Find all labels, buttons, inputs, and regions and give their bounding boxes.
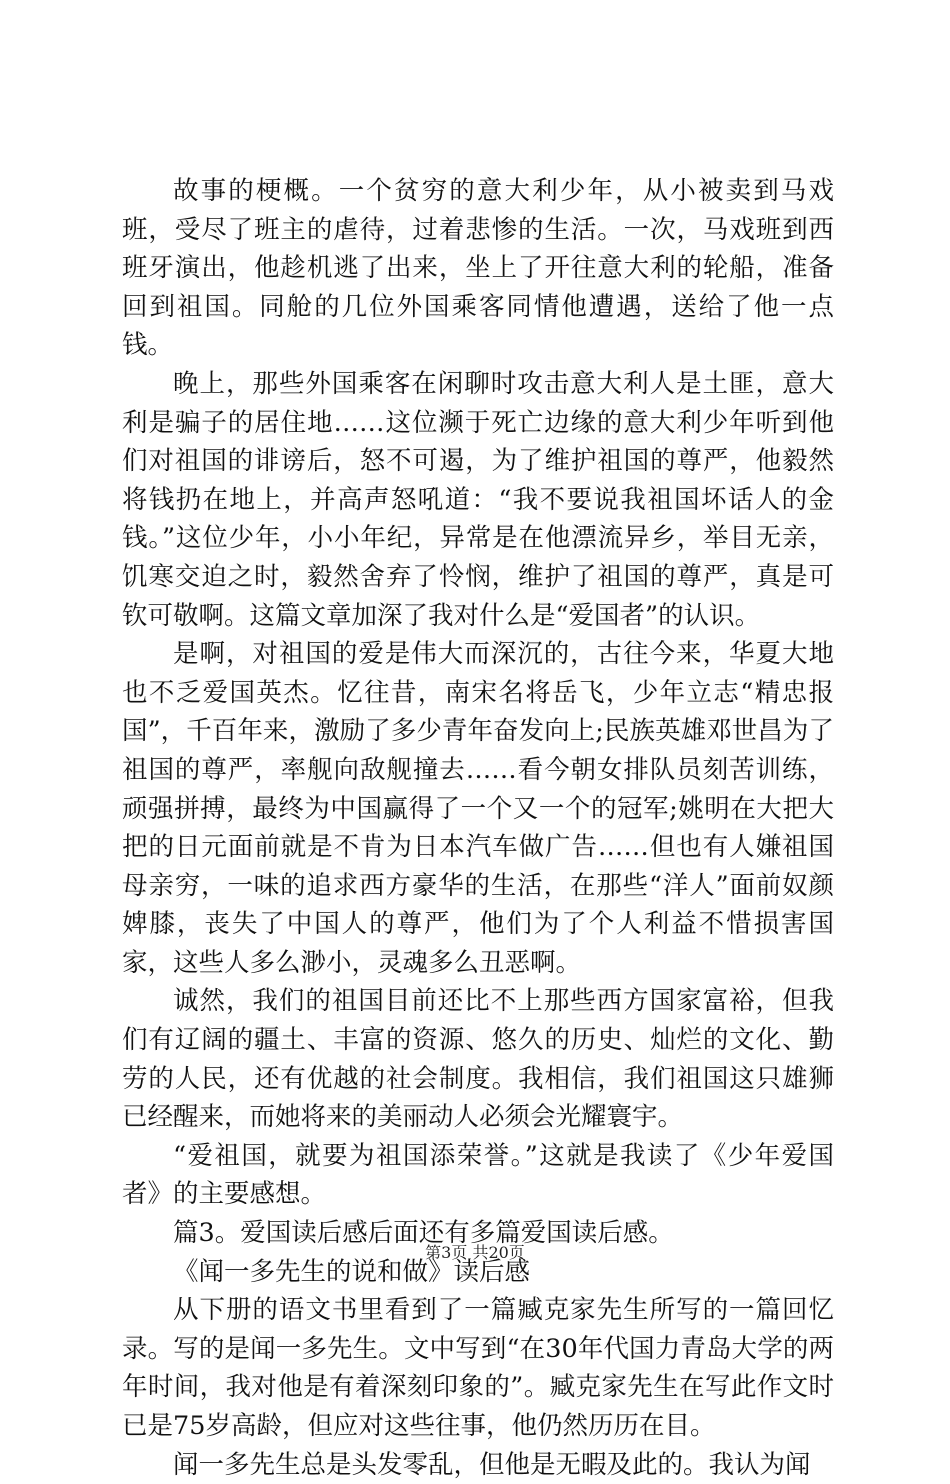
paragraph-patriots: 是啊，对祖国的爱是伟大而深沉的，古往今来，华夏大地也不乏爱国英杰。忆往昔，南宋名将岳飞，少年立志“精忠报国”，千百年来，激励了多少青年奋发向上;民族英雄邓世昌为了祖国的尊严，率舰向敌舰撞去……看今朝女排队员刻苦训练，顽强拼搏，最终为中国赢得了一个又一个的冠军;姚明在大把大把的日元面前就是不肯为日本汽车做广告……但也有人嫌祖国母亲穷，一味的追求西方豪华的生活，在那些“洋人”面前奴颜婢膝，丧失了中国人的尊严，他们为了个人利益不惜损害国家，这些人多么渺小，灵魂多么丑恶啊。	[122, 639, 834, 978]
paragraph-evening-incident: 晚上，那些外国乘客在闲聊时攻击意大利人是土匪，意大利是骗子的居住地……这位濒于死亡边缘的意大利少年听到他们对祖国的诽谤后，怒不可遏，为了维护祖国的尊严，他毅然将钱扔在地上，并高声怒吼道：“我不要说我祖国坏话人的金钱。”这位少年，小小年纪，异常是在他漂流异乡，举目无亲，饥寒交迫之时，毅然舍弃了怜悯，维护了祖国的尊严，真是可钦可敬啊。这篇文章加深了我对什么是“爱国者”的认识。	[122, 368, 834, 631]
paragraph-conclusion: “爱祖国，就要为祖国添荣誉。”这就是我读了《少年爱国者》的主要感想。	[122, 1140, 834, 1210]
document-body	[122, 172, 834, 1484]
paragraph-story-summary: 故事的梗概。一个贫穷的意大利少年，从小被卖到马戏班，受尽了班主的虐待，过着悲惨的生活。一次，马戏班到西班牙演出，他趁机逃了出来，坐上了开往意大利的轮船，准备回到祖国。同舱的几位外国乘客同情他遭遇，送给了他一点钱。	[122, 176, 834, 361]
paragraph-section-note: 篇3。爱国读后感后面还有多篇爱国读后感。	[173, 1218, 674, 1249]
paragraph-wen-yiduo-intro: 从下册的语文书里看到了一篇臧克家先生所写的一篇回忆录。写的是闻一多先生。文中写到“在30年代国力青岛大学的两年时间，我对他是有着深刻印象的”。臧克家先生在写此作文时已是75岁高龄，但应对这些往事，他仍然历历在目。	[122, 1295, 834, 1441]
section-title: 《闻一多先生的说和做》读后感	[173, 1256, 531, 1287]
paragraph-motherland: 诚然，我们的祖国目前还比不上那些西方国家富裕，但我们有辽阔的疆土、丰富的资源、悠久的历史、灿烂的文化、勤劳的人民，还有优越的社会制度。我相信，我们祖国这只雄狮已经醒来，而她将来的美丽动人必须会光耀寰宇。	[122, 986, 834, 1133]
page-number-footer: 第3页 共20页	[425, 1243, 525, 1262]
paragraph-wen-yiduo-hair: 闻一多先生总是头发零乱，但他是无暇及此的。我认为闻	[173, 1449, 811, 1480]
